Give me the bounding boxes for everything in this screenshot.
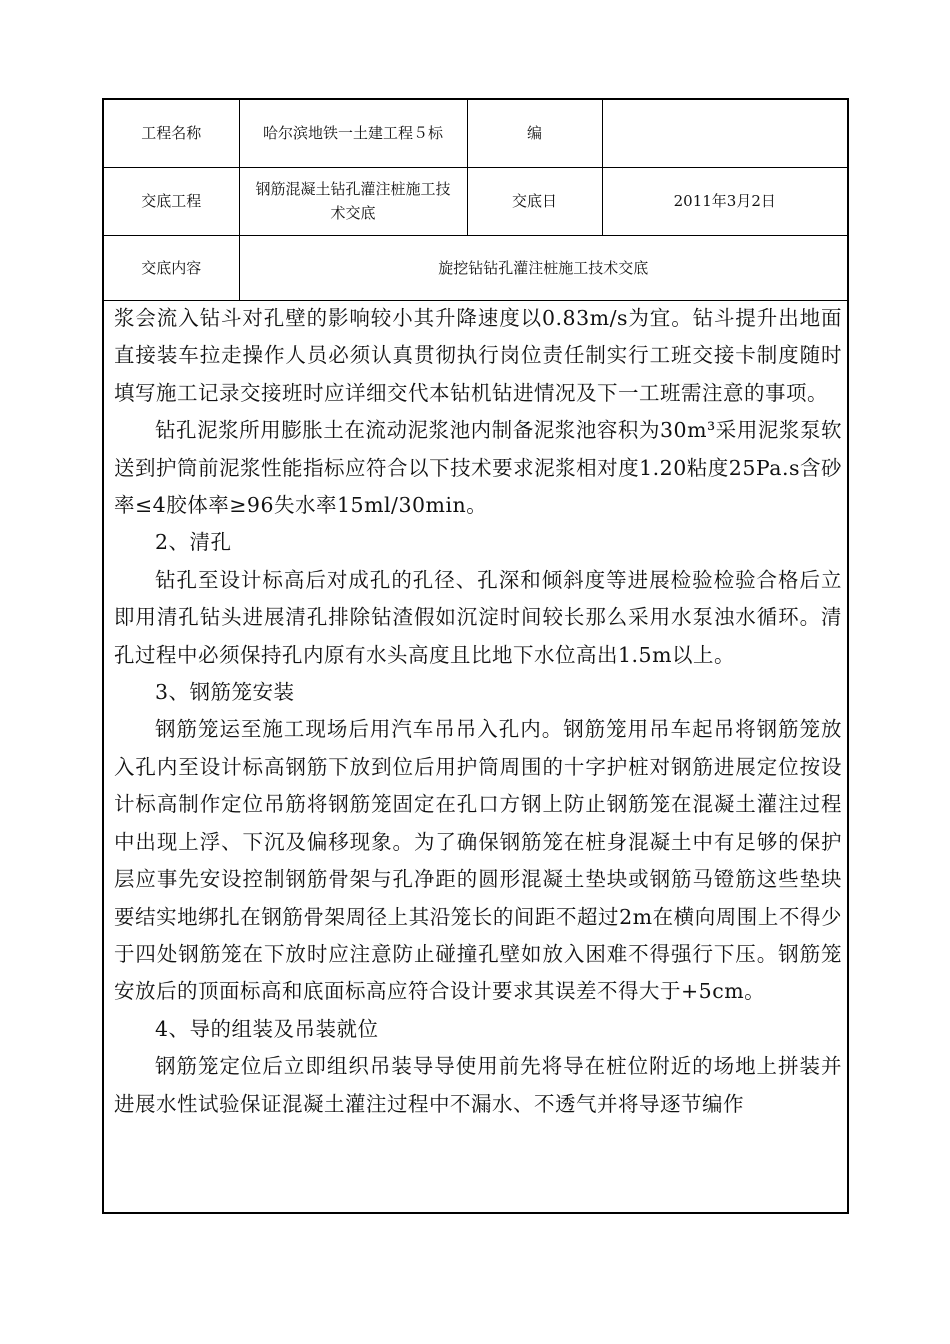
body-content bbox=[114, 300, 842, 1123]
paragraph-rebar-cage: 钢筋笼运至施工现场后用汽车吊吊入孔内。钢筋笼用吊车起吊将钢筋笼放入孔内至设计标高钢筋下放到位后用护筒周围的十字护桩对钢筋进展定位按设计标高制作定位吊筋将钢筋笼固定在孔口方钢上防止钢筋笼在混凝土灌注过程中出现上浮、下沉及偏移现象。为了确保钢筋笼在桩身混凝土中有足够的保护层应事先安设控制钢筋骨架与孔净距的圆形混凝土垫块或钢筋马镫筋这些垫块要结实地绑扎在钢筋骨架周径上其沿笼长的间距不超过2m在横向周围上不得少于四处钢筋笼在下放时应注意防止碰撞孔壁如放入困难不得强行下压。钢筋笼安放后的顶面标高和底面标高应符合设计要求其误差不得大于+5cm。 bbox=[114, 717, 842, 1004]
paragraph-mud-preparation: 钻孔泥浆所用膨胀土在流动泥浆池内制备泥浆池容积为30m³采用泥浆泵软送到护筒前泥浆性能指标应符合以下技术要求泥浆相对度1.20粘度25Pa.s含砂率≤4胶体率≥96失水率15ml/30min。 bbox=[114, 418, 842, 518]
header-row-content bbox=[104, 235, 847, 300]
section-heading-rebar-cage: 3、钢筋笼安装 bbox=[155, 680, 295, 705]
technical-disclosure-document bbox=[102, 98, 849, 1214]
code-value bbox=[602, 100, 847, 167]
handover-content-label: 交底内容 bbox=[104, 235, 239, 300]
section-heading-tremie-assembly: 4、导的组装及吊装就位 bbox=[155, 1016, 379, 1041]
paragraph-hole-cleaning: 钻孔至设计标高后对成孔的孔径、孔深和倾斜度等进展检验检验合格后立即用清孔钻头进展清孔排除钻渣假如沉淀时间较长那么采用水泵浊水循环。清孔过程中必须保持孔内原有水头高度且比地下水位高出1.5m以上。 bbox=[114, 567, 842, 667]
code-label: 编 bbox=[467, 100, 602, 167]
project-name-label: 工程名称 bbox=[104, 100, 239, 167]
handover-project-label: 交底工程 bbox=[104, 167, 239, 235]
header-row-project bbox=[104, 100, 847, 167]
header-table bbox=[104, 100, 847, 301]
paragraph-tremie-assembly: 钢筋笼定位后立即组织吊装导导使用前先将导在桩位附近的场地上拼装并进展水性试验保证混凝土灌注过程中不漏水、不透气并将导逐节编作 bbox=[114, 1054, 842, 1116]
handover-project-value: 钢筋混凝土钻孔灌注桩施工技术交底 bbox=[239, 167, 467, 235]
handover-date-label: 交底日 bbox=[467, 167, 602, 235]
paragraph-drilling-continued: 浆会流入钻斗对孔壁的影响较小其升降速度以0.83m/s为宜。钻斗提升出地面直接装车拉走操作人员必须认真贯彻执行岗位责任制实行工班交接卡制度随时填写施工记录交接班时应详细交代本钻机钻进情况及下一工班需注意的事项。 bbox=[114, 306, 842, 405]
project-name-value: 哈尔滨地铁一土建工程５标 bbox=[239, 100, 467, 167]
section-heading-hole-cleaning: 2、清孔 bbox=[155, 530, 232, 555]
header-row-handover bbox=[104, 167, 847, 235]
handover-date-value: 2011年3月2日 bbox=[602, 167, 847, 235]
handover-content-value: 旋挖钻钻孔灌注桩施工技术交底 bbox=[239, 235, 847, 300]
